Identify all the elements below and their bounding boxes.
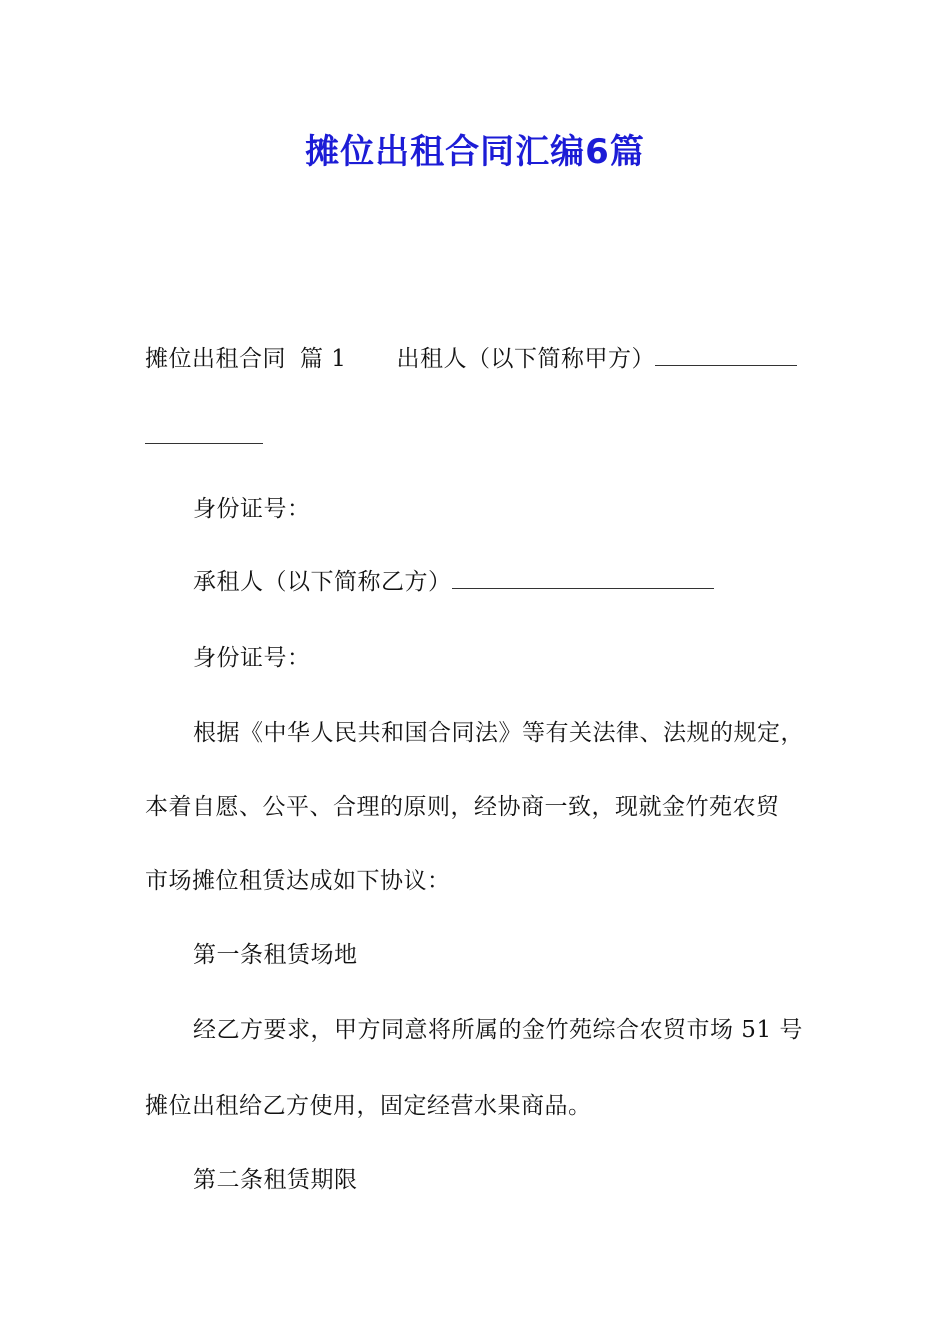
lessee-blank-line	[452, 566, 714, 589]
lessor-blank-continuation	[145, 420, 263, 454]
lessor-id-label: 身份证号：	[193, 496, 311, 522]
paragraph-1-line-2: 本着自愿、公平、合理的原则，经协商一致，现就金竹苑农贸	[145, 794, 780, 820]
paragraph-2-line-1: 经乙方要求，甲方同意将所属的金竹苑综合农贸市场 51 号	[193, 1017, 803, 1043]
lessor-label: 出租人（以下简称甲方）	[396, 346, 655, 372]
contract-heading: 摊位出租合同	[145, 346, 286, 372]
lessee-id-label: 身份证号：	[193, 645, 311, 671]
article-1-title: 第一条租赁场地	[193, 942, 358, 968]
contract-header-line	[145, 342, 797, 376]
paragraph-1-line-1: 根据《中华人民共和国合同法》等有关法律、法规的规定，	[193, 720, 804, 746]
contract-part-number: 篇 1	[300, 346, 347, 372]
lessor-blank-line	[655, 343, 797, 366]
article-2-title: 第二条租赁期限	[193, 1167, 358, 1193]
lessee-label: 承租人（以下简称乙方）	[193, 569, 452, 595]
document-title: 摊位出租合同汇编6篇	[305, 132, 645, 172]
paragraph-1-line-3: 市场摊位租赁达成如下协议：	[145, 868, 451, 894]
lessee-line	[193, 565, 714, 599]
paragraph-2-line-2: 摊位出租给乙方使用，固定经营水果商品。	[145, 1093, 592, 1119]
lessor-blank-line-2	[145, 421, 263, 444]
